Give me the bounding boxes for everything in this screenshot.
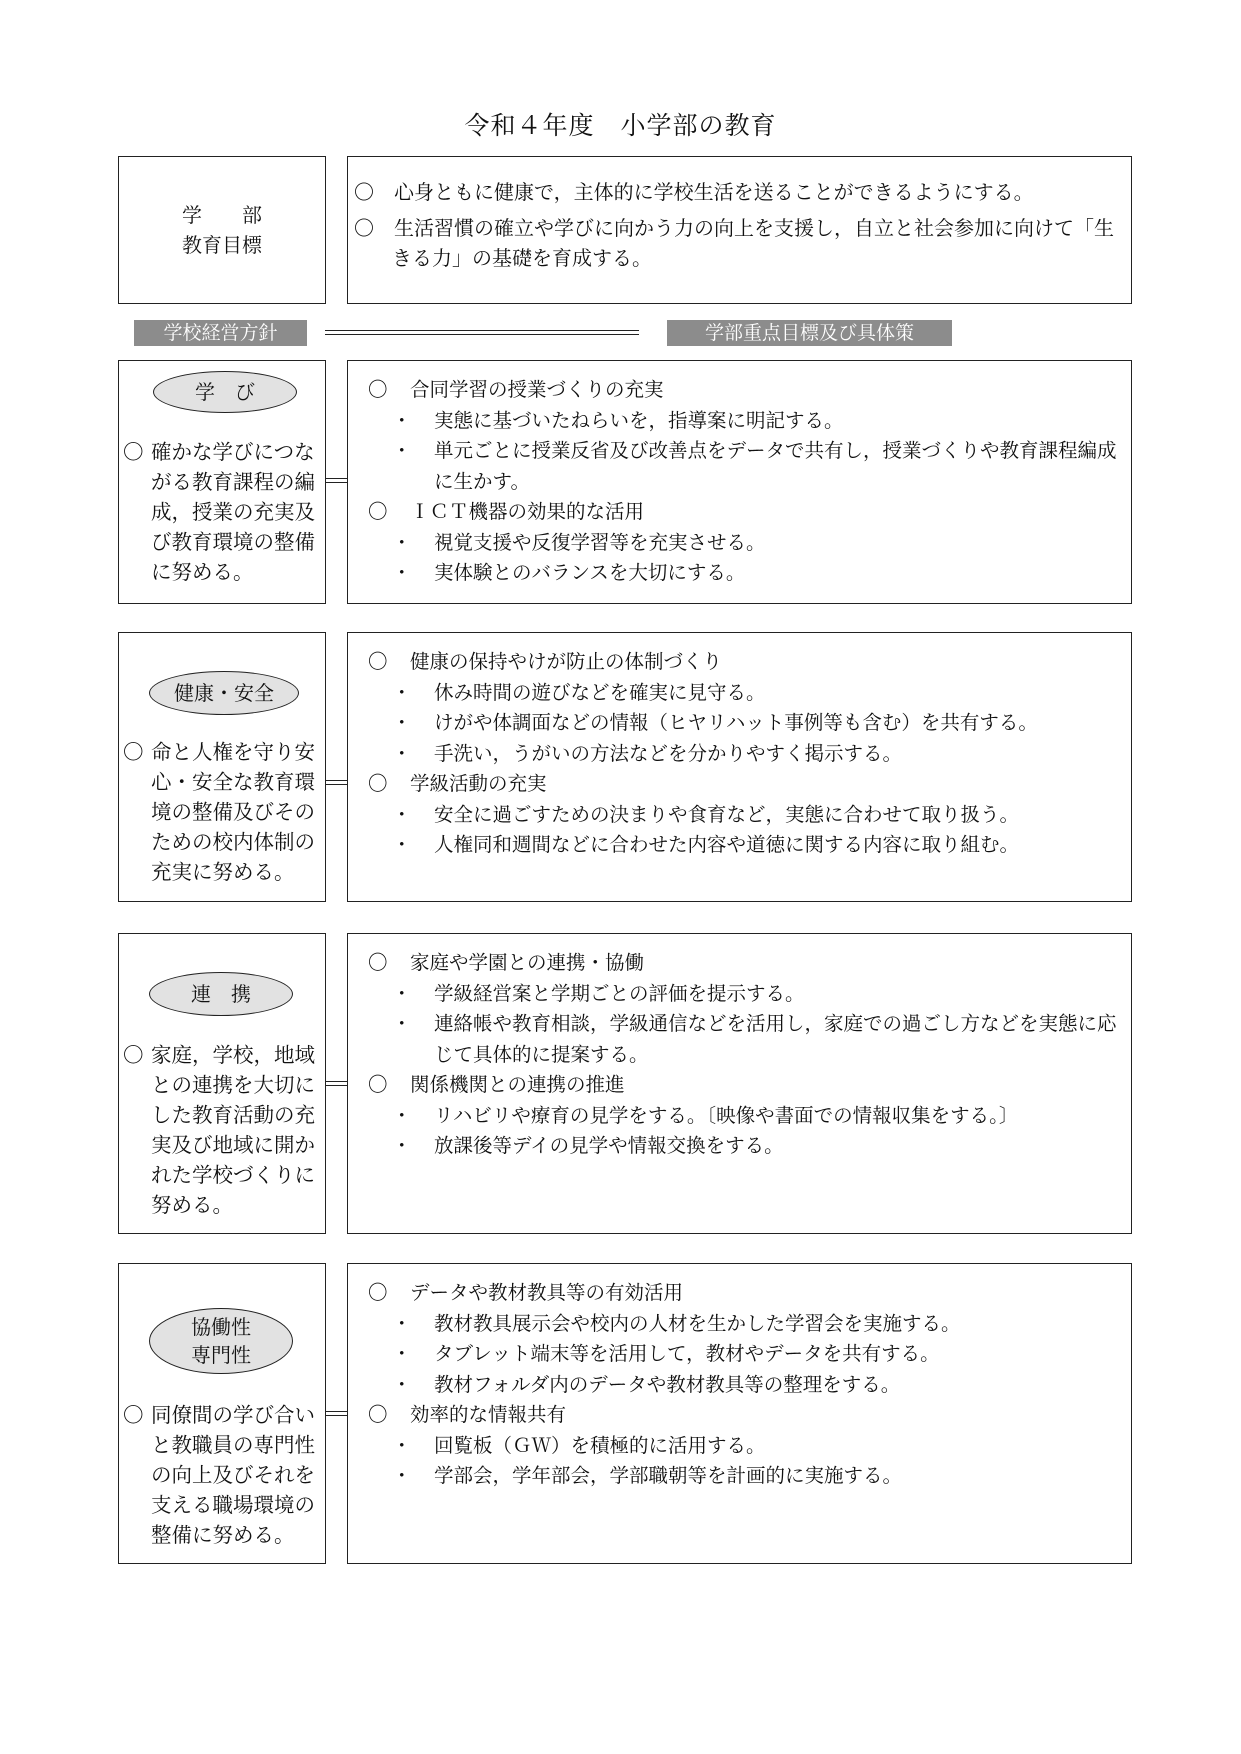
measure-item: ・ 安全に過ごすための決まりや食育など，実態に合わせて取り扱う。	[368, 800, 1125, 831]
measure-item: ・ 視覚支援や反復学習等を充実させる。	[368, 528, 1125, 559]
policy-text-body: 家庭，学校，地域との連携を大切にした教育活動の充実及び地域に開かれた学校づくりに努める。	[151, 1043, 315, 1217]
category-oval-safety	[149, 671, 299, 715]
measure-heading: 〇 ＩＣＴ機器の効果的な活用	[368, 497, 1125, 528]
policy-text-body: 命と人権を守り安心・安全な教育環境の整備及びそのための校内体制の充実に努める。	[151, 740, 315, 884]
measure-heading: 〇 効率的な情報共有	[368, 1400, 1125, 1431]
section-connector	[326, 478, 347, 483]
policy-text	[123, 437, 323, 587]
header-department-focus: 学部重点目標及び具体策	[667, 320, 952, 346]
page-title: 令和４年度 小学部の教育	[464, 111, 777, 140]
policy-box-learning	[118, 360, 326, 604]
measure-heading: 〇 学級活動の充実	[368, 769, 1125, 800]
category-oval-learning	[153, 371, 297, 413]
goal-label-box	[118, 156, 326, 304]
measures-box-safety	[347, 632, 1132, 902]
measure-heading: 〇 関係機関との連携の推進	[368, 1070, 1125, 1101]
measure-heading: 〇 データや教材教具等の有効活用	[368, 1278, 1125, 1309]
measure-item: ・ 放課後等デイの見学や情報交換をする。	[368, 1131, 1125, 1162]
category-label: 学 び	[195, 380, 255, 404]
measure-item: ・ 人権同和週間などに合わせた内容や道徳に関する内容に取り組む。	[368, 830, 1125, 861]
section-connector	[326, 1411, 347, 1416]
goal-item: 〇 生活習慣の確立や学びに向かう力の向上を支援し，自立と社会参加に向けて「生きる力」の基礎を育成する。	[354, 216, 1114, 270]
measure-item: ・ 連絡帳や教育相談，学級通信などを活用し，家庭での過ごし方などを実態に応じて具体的に提案する。	[368, 1009, 1125, 1070]
measure-heading: 〇 家庭や学園との連携・協働	[368, 948, 1125, 979]
measure-item: ・ 回覧板（ＧＷ）を積極的に活用する。	[368, 1431, 1125, 1462]
policy-text	[123, 1400, 323, 1550]
measure-item: ・ 学級経営案と学期ごとの評価を提示する。	[368, 979, 1125, 1010]
policy-box-collaboration	[118, 933, 326, 1234]
measure-item: ・ 学部会，学年部会，学部職朝等を計画的に実施する。	[368, 1461, 1125, 1492]
goal-label-line2: 教育目標	[182, 233, 262, 257]
header-school-policy: 学校経営方針	[134, 320, 307, 346]
circle-bullet: 〇	[123, 1043, 144, 1067]
category-label: 連 携	[191, 982, 251, 1006]
category-label: 協働性	[191, 1315, 251, 1339]
measure-item: ・ 実態に基づいたねらいを，指導案に明記する。	[368, 406, 1125, 437]
header-connector	[325, 330, 639, 335]
circle-bullet: 〇	[123, 740, 144, 764]
policy-text-body: 確かな学びにつながる教育課程の編成，授業の充実及び教育環境の整備に努める。	[151, 440, 315, 584]
measures-box-collaboration	[347, 933, 1132, 1234]
policy-text-body: 同僚間の学び合いと教職員の専門性の向上及びそれを支える職場環境の整備に努める。	[151, 1403, 315, 1547]
policy-text	[123, 737, 323, 887]
measure-item: ・ タブレット端末等を活用して，教材やデータを共有する。	[368, 1339, 1125, 1370]
goal-text-box	[347, 156, 1132, 304]
policy-text	[123, 1040, 323, 1220]
goal-label-line1: 学 部	[182, 203, 262, 227]
policy-box-safety	[118, 632, 326, 902]
measure-item: ・ 単元ごとに授業反省及び改善点をデータで共有し，授業づくりや教育課程編成に生かす。	[368, 436, 1125, 497]
measure-item: ・ 手洗い，うがいの方法などを分かりやすく掲示する。	[368, 739, 1125, 770]
measure-item: ・ 教材フォルダ内のデータや教材教具等の整理をする。	[368, 1370, 1125, 1401]
measure-item: ・ リハビリや療育の見学をする。〔映像や書面での情報収集をする。〕	[368, 1101, 1125, 1132]
goal-item: 〇 心身ともに健康で，主体的に学校生活を送ることができるようにする。	[354, 180, 1034, 204]
category-label: 専門性	[191, 1343, 251, 1367]
section-connector	[326, 780, 347, 785]
category-oval-expertise	[149, 1308, 293, 1374]
measure-item: ・ けがや体調面などの情報（ヒヤリハット事例等も含む）を共有する。	[368, 708, 1125, 739]
measures-box-expertise	[347, 1263, 1132, 1564]
measure-heading: 〇 合同学習の授業づくりの充実	[368, 375, 1125, 406]
measure-heading: 〇 健康の保持やけが防止の体制づくり	[368, 647, 1125, 678]
measure-item: ・ 教材教具展示会や校内の人材を生かした学習会を実施する。	[368, 1309, 1125, 1340]
category-oval-collaboration	[149, 972, 293, 1016]
measure-item: ・ 実体験とのバランスを大切にする。	[368, 558, 1125, 589]
measures-box-learning	[347, 360, 1132, 604]
circle-bullet: 〇	[123, 440, 144, 464]
measure-item: ・ 休み時間の遊びなどを確実に見守る。	[368, 678, 1125, 709]
policy-box-expertise	[118, 1263, 326, 1564]
section-connector	[326, 1081, 347, 1086]
circle-bullet: 〇	[123, 1403, 144, 1427]
category-label: 健康・安全	[174, 681, 274, 705]
